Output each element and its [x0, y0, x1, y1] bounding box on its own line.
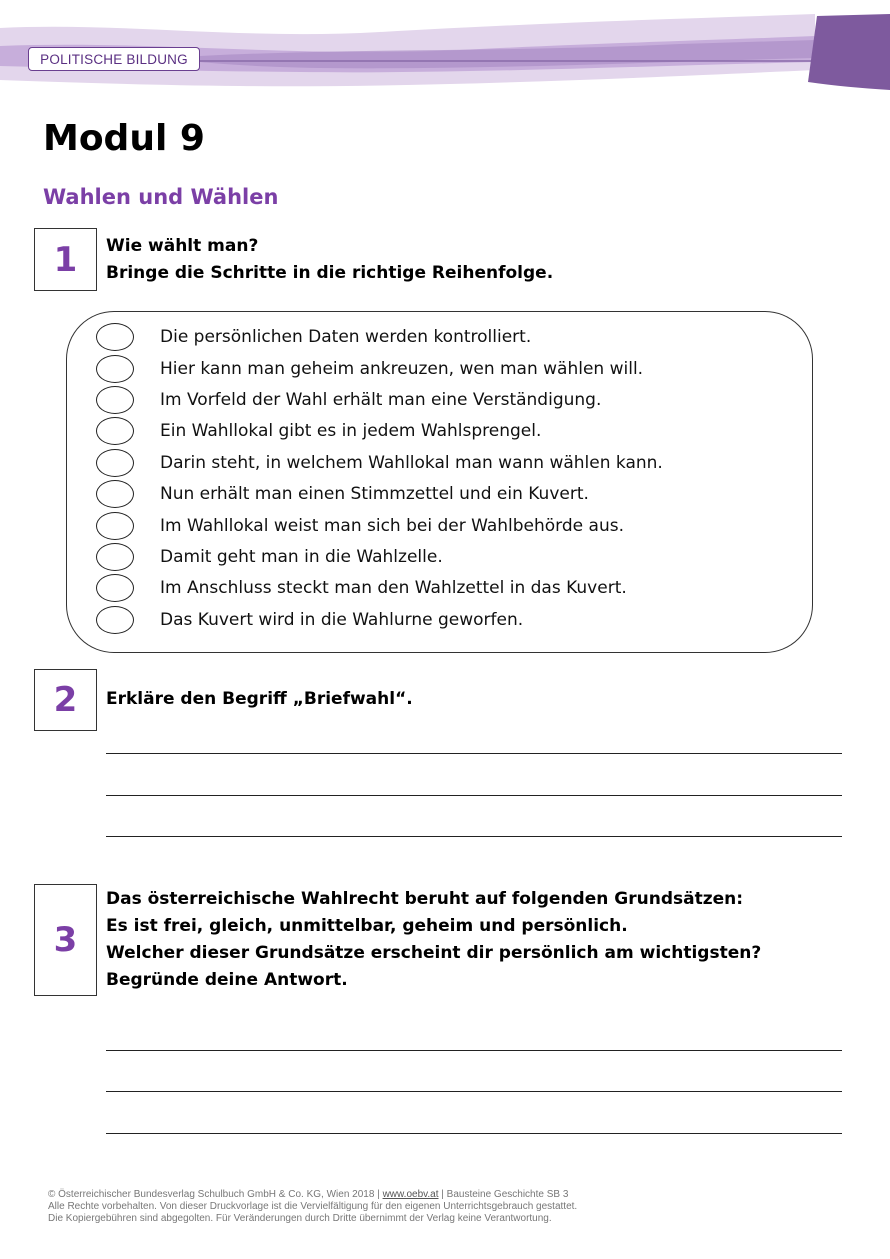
order-circle-input[interactable] — [96, 417, 134, 445]
order-circle-input[interactable] — [96, 480, 134, 508]
answer-line[interactable] — [106, 753, 842, 754]
subject-badge: POLITISCHE BILDUNG — [28, 47, 200, 71]
footer-text: | Bausteine Geschichte SB 3 — [438, 1189, 569, 1200]
step-text: Hier kann man geheim ankreuzen, wen man wählen will. — [160, 358, 644, 379]
step-item — [96, 353, 643, 384]
order-circle-input[interactable] — [96, 449, 134, 477]
answer-line[interactable] — [106, 1050, 842, 1051]
step-item — [96, 384, 601, 415]
order-circle-input[interactable] — [96, 355, 134, 383]
step-text: Darin steht, in welchem Wahllokal man wann wählen kann. — [160, 452, 663, 473]
step-text: Die persönlichen Daten werden kontrolliert. — [160, 327, 532, 348]
step-text: Im Wahllokal weist man sich bei der Wahlbehörde aus. — [160, 515, 624, 536]
step-item — [96, 604, 523, 635]
order-circle-input[interactable] — [96, 512, 134, 540]
task-3-line: Das österreichische Wahlrecht beruht auf folgenden Grundsätzen: — [106, 889, 744, 909]
banner-tab — [808, 14, 890, 90]
task-2-number: 2 — [34, 669, 97, 731]
task-1-number: 1 — [34, 228, 97, 291]
task-3-number: 3 — [34, 884, 97, 996]
answer-line[interactable] — [106, 795, 842, 796]
step-item — [96, 479, 589, 510]
task-2-line: Erkläre den Begriff „Briefwahl“. — [106, 689, 413, 709]
step-item — [96, 447, 663, 478]
copyright-footer — [48, 1189, 577, 1225]
footer-line-2: Alle Rechte vorbehalten. Von dieser Druckvorlage ist die Vervielfältigung für den eigenen Unterrichtsgebrauch gestattet. — [48, 1201, 578, 1212]
step-text: Ein Wahllokal gibt es in jedem Wahlsprengel. — [160, 421, 542, 442]
task-1-line: Wie wählt man? — [106, 236, 259, 256]
answer-line[interactable] — [106, 1091, 842, 1092]
task-1-instructions — [106, 233, 553, 287]
step-item — [96, 416, 541, 447]
step-text: Das Kuvert wird in die Wahlurne geworfen. — [160, 609, 524, 630]
step-text: Im Vorfeld der Wahl erhält man eine Verständigung. — [160, 389, 602, 410]
order-circle-input[interactable] — [96, 386, 134, 414]
footer-text: © Österreichischer Bundesverlag Schulbuch GmbH & Co. KG, Wien 2018 | — [48, 1189, 383, 1200]
task-2-instructions — [106, 686, 413, 713]
page-subtitle: Wahlen und Wählen — [43, 185, 279, 209]
page-title: Modul 9 — [43, 118, 205, 159]
footer-line-1 — [48, 1189, 577, 1201]
footer-line-3: Die Kopiergebühren sind abgegolten. Für Veränderungen durch Dritte übernimmt der Verlag keine Verantwortung. — [48, 1213, 552, 1224]
task-3-line: Welcher dieser Grundsätze erscheint dir persönlich am wichtigsten? — [106, 943, 762, 963]
task-3-line: Es ist frei, gleich, unmittelbar, geheim und persönlich. — [106, 916, 628, 936]
publisher-link[interactable]: www.oebv.at — [382, 1189, 439, 1200]
answer-line[interactable] — [106, 836, 842, 837]
task-3-line: Begründe deine Antwort. — [106, 970, 348, 990]
task-1-line: Bringe die Schritte in die richtige Reihenfolge. — [106, 263, 554, 283]
step-item — [96, 510, 624, 541]
order-circle-input[interactable] — [96, 606, 134, 634]
order-circle-input[interactable] — [96, 574, 134, 602]
step-text: Im Anschluss steckt man den Wahlzettel in das Kuvert. — [160, 578, 627, 599]
step-item — [96, 322, 531, 353]
step-text: Damit geht man in die Wahlzelle. — [160, 546, 443, 567]
task-3-instructions — [106, 886, 761, 994]
step-item — [96, 541, 443, 572]
step-item — [96, 573, 627, 604]
order-circle-input[interactable] — [96, 543, 134, 571]
step-text: Nun erhält man einen Stimmzettel und ein Kuvert. — [160, 484, 589, 505]
order-circle-input[interactable] — [96, 323, 134, 351]
answer-line[interactable] — [106, 1133, 842, 1134]
